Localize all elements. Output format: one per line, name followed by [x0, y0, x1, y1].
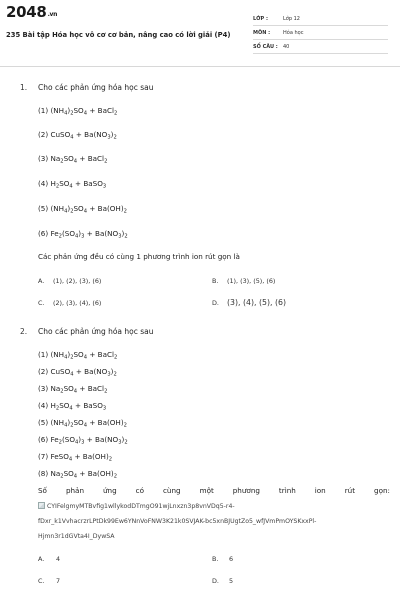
broken-image-alt [38, 502, 235, 510]
reaction-line: (3) $Na_2SO_4$ + BaCl$_2$ [38, 384, 108, 395]
option-d-letter[interactable]: D. [212, 299, 219, 307]
meta-row-subject [253, 27, 388, 40]
reaction-line: (5) $(NH_4)_2SO_4 + Ba(OH)_2$ [38, 204, 127, 215]
option-c-letter[interactable]: C. [38, 577, 45, 585]
meta-key: MÔN : [253, 30, 271, 36]
reaction-line: (6) $Fe_2(SO_4)_3 + Ba(NO_3)_2$ [38, 435, 128, 446]
reaction-line: (4) $H_2SO_4$ + BaSO$_3$ [38, 401, 107, 412]
prompt-word: Số [38, 486, 47, 495]
question-text: Cho các phản ứng hóa học sau [38, 327, 154, 336]
option-b-text[interactable]: (1), (3), (5), (6) [227, 277, 276, 285]
option-d-letter[interactable]: D. [212, 577, 219, 585]
meta-value: Lớp 12 [283, 16, 300, 22]
reaction-line: (8) $Na_2SO_4 + Ba(OH)_2$ [38, 469, 118, 480]
meta-row-class [253, 13, 388, 26]
prompt-word: trình [278, 486, 296, 495]
broken-image-icon [38, 502, 45, 509]
question-number: 1. [20, 83, 28, 92]
header-divider [0, 66, 400, 67]
page-title: 235 Bài tập Hóa học vô cơ cơ bản, nâng cao có lời giải (P4) [6, 31, 231, 39]
prompt-word: cùng [162, 486, 181, 495]
logo-text: 2048 [6, 3, 47, 21]
image-alt-line: Hjmn3r1dGVta4I_DywSA [38, 533, 115, 540]
option-b-text[interactable]: 6 [229, 555, 234, 563]
meta-row-count [253, 41, 388, 54]
question-number: 2. [20, 327, 28, 336]
meta-key: SỐ CÂU : [253, 44, 278, 50]
reaction-line: (6) $Fe_2(SO_4)_3 + Ba(NO_3)_2$ [38, 229, 128, 240]
reaction-line: (1) $(NH_4)_2SO_4$ + BaCl$_2$ [38, 106, 118, 117]
option-a-text[interactable]: (1), (2), (3), (6) [53, 277, 102, 285]
reaction-line: (7) FeSO$_4$ + $Ba(OH)_2$ [38, 452, 113, 463]
prompt-word: phương [232, 486, 260, 495]
reaction-line: (1) $(NH_4)_2SO_4$ + BaCl$_2$ [38, 350, 118, 361]
meta-value: 40 [283, 44, 290, 50]
prompt-word: phản [65, 486, 85, 495]
prompt-word: ion [314, 486, 326, 495]
option-c-letter[interactable]: C. [38, 299, 45, 307]
site-logo[interactable] [6, 3, 57, 21]
question-prompt [38, 486, 390, 495]
reaction-line: (3) $Na_2SO_4$ + BaCl$_2$ [38, 154, 108, 165]
option-c-text[interactable]: 7 [56, 577, 61, 585]
reaction-line: (4) $H_2SO_4$ + BaSO$_3$ [38, 179, 107, 190]
question-text: Cho các phản ứng hóa học sau [38, 83, 154, 92]
image-alt-line: CYIFelgmyMTBvfig1wllykodDTmgO91wjLnxzn3p8vnVDq5-r4- [47, 503, 235, 510]
image-alt-line: fDxr_k1VvhacrzrLPtDk99Ew6YNnVoFNW3K21k0SVJAK-bc5xnBJUgtZo5_wfJVmPmOYSKxxPl- [38, 518, 317, 525]
reaction-line: (2) CuSO$_4$ + $Ba(NO_3)_2$ [38, 367, 117, 378]
option-a-letter[interactable]: A. [38, 277, 45, 285]
meta-table [253, 13, 388, 55]
reaction-line: (5) $(NH_4)_2SO_4 + Ba(OH)_2$ [38, 418, 127, 429]
reaction-line: (2) CuSO$_4$ + $Ba(NO_3)_2$ [38, 130, 117, 141]
prompt-word: có [135, 486, 144, 495]
option-d-text[interactable]: (3), (4), (5), (6) [227, 298, 287, 307]
logo-suffix: .vn [47, 11, 58, 18]
meta-value: Hóa học [283, 30, 304, 36]
option-d-text[interactable]: 5 [229, 577, 234, 585]
option-c-text[interactable]: (2), (3), (4), (6) [53, 299, 102, 307]
document-header [0, 0, 400, 66]
prompt-word: ứng [102, 486, 117, 495]
option-b-letter[interactable]: B. [212, 555, 219, 563]
question-prompt: Các phản ứng đều có cùng 1 phương trình ion rút gọn là [38, 252, 240, 261]
option-a-letter[interactable]: A. [38, 555, 45, 563]
prompt-word: gọn: [374, 486, 390, 495]
prompt-word: rút [344, 486, 356, 495]
option-a-text[interactable]: 4 [56, 555, 61, 563]
option-b-letter[interactable]: B. [212, 277, 219, 285]
prompt-word: một [199, 486, 214, 495]
meta-key: LỚP : [253, 16, 268, 22]
